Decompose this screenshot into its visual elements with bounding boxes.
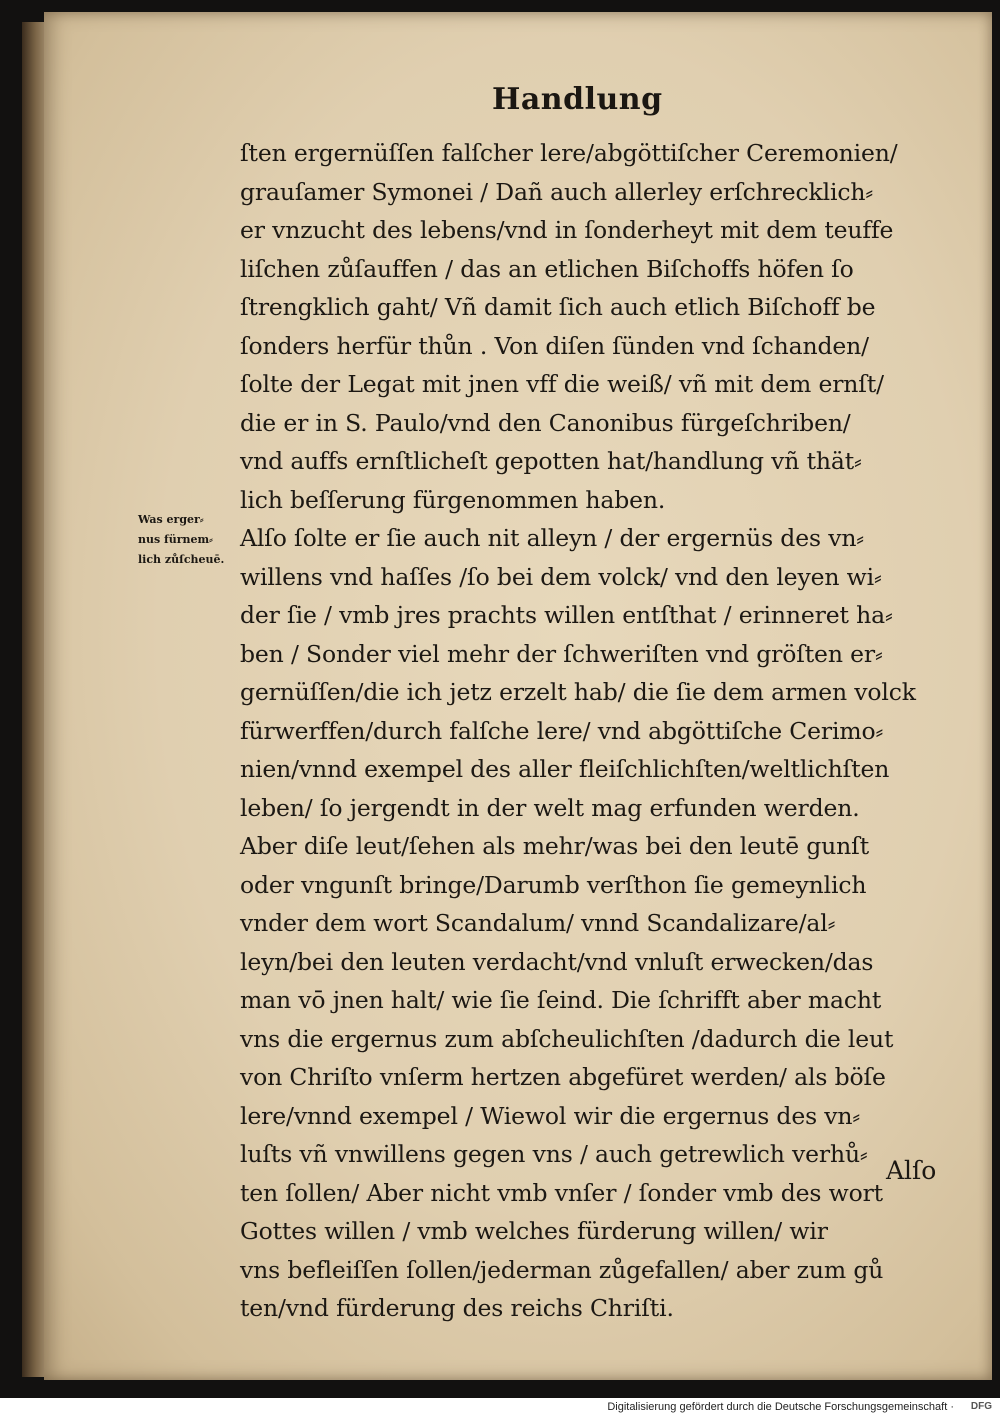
text-line: von Chriſto vnſerm hertzen abgefüret werden/ als böſe	[240, 1063, 886, 1091]
margin-note-line: lich zůſcheuē.	[138, 553, 225, 566]
catchword: Alſo	[886, 1156, 937, 1185]
margin-note	[138, 510, 238, 570]
text-line: fürwerffen/durch falſche lere/ vnd abgöttiſche Cerimo⸗	[240, 716, 884, 745]
footer-credit: Digitalisierung gefördert durch die Deutsche Forschungsgemeinschaft ·	[607, 1401, 954, 1413]
text-line: lich beſſerung fürgenommen haben.	[240, 485, 666, 514]
text-line: Alſo ſolte er ſie auch nit alleyn / der ergernüs des vn⸗	[240, 524, 864, 552]
text-line: er vnzucht des lebens/vnd in ſonderheyt mit dem teuffe	[240, 216, 894, 244]
dfg-logo: DFG	[970, 1401, 992, 1412]
text-line: Gottes willen / vmb welches fürderung willen/ wir	[240, 1217, 828, 1245]
text-line: man vō jnen halt/ wie ſie ſeind. Die ſchrifft aber macht	[240, 986, 882, 1014]
text-line: liſchen zůſauffen / das an etlichen Biſchoffs höfen ſo	[240, 254, 854, 283]
text-line: ten/vnd fürderung des reichs Chriſti.	[240, 1294, 674, 1322]
text-line: luſts vñ vnwillens gegen vns / auch getrewlich verhů⸗	[240, 1140, 868, 1168]
footer-bar	[0, 1398, 1000, 1418]
text-line: vns befleiſſen ſollen/jederman zůgefallen/ aber zum gů	[240, 1255, 884, 1284]
text-line: nien/vnnd exempel des aller fleiſchlichſten/weltlichſten	[240, 755, 890, 783]
text-line: Aber diſe leut/ſehen als mehr/was bei den leutē gunſt	[240, 832, 869, 860]
text-line: vnder dem wort Scandalum/ vnnd Scandalizare/al⸗	[240, 909, 836, 937]
text-line: die er in S. Paulo/vnd den Canonibus fürgeſchriben/	[240, 408, 851, 437]
body-text	[240, 134, 968, 1328]
text-line: leyn/bei den leuten verdacht/vnd vnluſt erwecken/das	[240, 947, 874, 976]
text-line: ſolte der Legat mit jnen vff die weiß/ vñ mit dem ernſt/	[240, 370, 884, 398]
text-line: ſtrengklich gaht/ Vñ damit ſich auch etlich Biſchoff be	[240, 293, 876, 321]
margin-note-line: nus fürnem⸗	[138, 533, 213, 546]
text-line: grauſamer Symonei / Dañ auch allerley erſchrecklich⸗	[240, 177, 873, 206]
text-line: der ſie / vmb jres prachts willen entſthat / erinneret ha⸗	[240, 601, 893, 629]
text-line: ten ſollen/ Aber nicht vmb vnſer / ſonder vmb des wort	[240, 1178, 883, 1207]
text-line: willens vnd haſſes /ſo bei dem volck/ vnd den leyen wi⸗	[240, 562, 882, 591]
text-line: vnd auffs ernſtlicheſt gepotten hat/handlung vñ thät⸗	[240, 447, 862, 475]
text-line: oder vngunſt bringe/Darumb verſthon ſie gemeynlich	[240, 870, 867, 899]
running-header: Handlung	[492, 82, 663, 117]
text-line: ſten ergernüſſen falſcher lere/abgöttiſcher Ceremonien/	[240, 139, 898, 167]
margin-note-line: Was erger⸗	[138, 513, 204, 526]
text-line: vns die ergernus zum abſcheulichſten /dadurch die leut	[240, 1024, 894, 1053]
text-line: lere/vnnd exempel / Wiewol wir die ergernus des vn⸗	[240, 1101, 861, 1130]
text-line: leben/ ſo jergendt in der welt mag erfunden werden.	[240, 793, 860, 822]
text-line: ben / Sonder viel mehr der ſchweriſten vnd gröſten er⸗	[240, 639, 883, 668]
text-line: ſonders herfür thůn . Von diſen ſünden vnd ſchanden/	[240, 331, 869, 360]
text-line: gernüſſen/die ich jetz erzelt hab/ die ſie dem armen volck	[240, 678, 916, 706]
